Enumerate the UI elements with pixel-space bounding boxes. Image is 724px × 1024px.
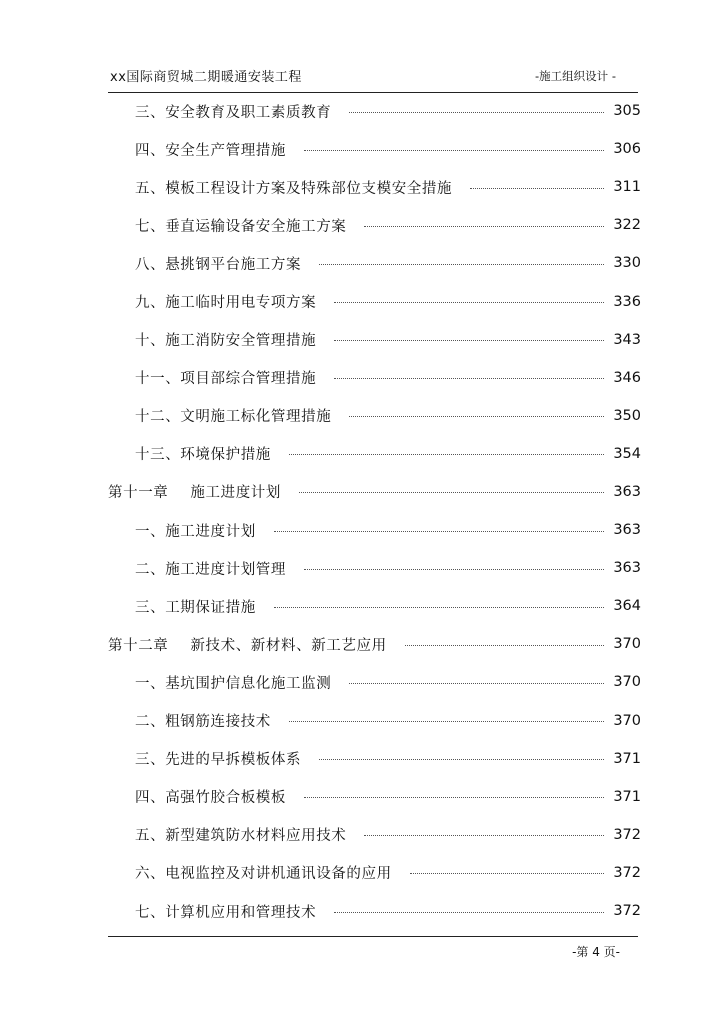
toc-page-number: 346	[613, 369, 641, 386]
toc-section-entry[interactable]	[108, 740, 641, 778]
chapter-title: 施工进度计划	[190, 485, 282, 502]
toc-section-entry[interactable]	[108, 702, 641, 740]
toc-section-entry[interactable]	[108, 511, 641, 549]
toc-page-number: 322	[613, 217, 641, 234]
dot-leader	[304, 797, 604, 798]
dot-leader	[405, 645, 605, 646]
toc-section-entry[interactable]	[108, 397, 641, 435]
toc-page-number: 372	[613, 826, 641, 843]
dot-leader	[274, 531, 605, 532]
toc-page-number: 336	[613, 293, 641, 310]
toc-page-number: 372	[613, 903, 641, 920]
toc-page-number: 372	[613, 864, 641, 881]
toc-entry-title: 二、施工进度计划管理	[135, 561, 286, 578]
toc-entry-title	[108, 481, 281, 502]
toc-section-entry[interactable]	[108, 92, 641, 130]
toc-page-number: 350	[613, 407, 641, 424]
chapter-title: 新技术、新材料、新工艺应用	[190, 637, 387, 654]
toc-page-number: 363	[613, 483, 641, 500]
toc-page-number: 370	[613, 674, 641, 691]
dot-leader	[349, 112, 604, 113]
toc-section-entry[interactable]	[108, 663, 641, 701]
toc-page-number: 343	[613, 331, 641, 348]
toc-entry-title: 十三、环境保护措施	[135, 447, 271, 464]
toc-entry-title: 十二、文明施工标化管理措施	[135, 409, 332, 426]
toc-entry-title: 七、计算机应用和管理技术	[135, 904, 317, 921]
dot-leader	[334, 378, 604, 379]
page-number: -第 4 页-	[572, 945, 620, 959]
dot-leader	[289, 454, 604, 455]
dot-leader	[364, 835, 604, 836]
toc-entry-title: 二、粗钢筋连接技术	[135, 714, 271, 731]
dot-leader	[319, 264, 604, 265]
toc-section-entry[interactable]	[108, 130, 641, 168]
page-footer	[108, 936, 638, 959]
dot-leader	[410, 873, 605, 874]
toc-entry-title: 十一、项目部综合管理措施	[135, 371, 317, 388]
toc-entry-title: 十、施工消防安全管理措施	[135, 333, 317, 350]
table-of-contents	[108, 92, 641, 930]
toc-entry-title: 八、悬挑钢平台施工方案	[135, 256, 302, 273]
toc-entry-title: 五、新型建筑防水材料应用技术	[135, 828, 347, 845]
toc-entry-title: 三、先进的早拆模板体系	[135, 752, 302, 769]
dot-leader	[289, 721, 604, 722]
toc-entry-title: 一、基坑围护信息化施工监测	[135, 675, 332, 692]
toc-section-entry[interactable]	[108, 816, 641, 854]
toc-section-entry[interactable]	[108, 282, 641, 320]
toc-section-entry[interactable]	[108, 359, 641, 397]
toc-section-entry[interactable]	[108, 168, 641, 206]
toc-page-number: 363	[613, 560, 641, 577]
toc-page-number: 371	[613, 750, 641, 767]
toc-section-entry[interactable]	[108, 778, 641, 816]
toc-entry-title: 六、电视监控及对讲机通讯设备的应用	[135, 866, 392, 883]
toc-section-entry[interactable]	[108, 244, 641, 282]
document-title: xx国际商贸城二期暖通安装工程	[110, 70, 302, 85]
toc-entry-title: 三、安全教育及职工素质教育	[135, 104, 332, 121]
dot-leader	[274, 607, 605, 608]
toc-page-number: 371	[613, 788, 641, 805]
section-title: -施工组织设计 -	[535, 69, 616, 83]
toc-page-number: 363	[613, 522, 641, 539]
toc-page-number: 306	[613, 141, 641, 158]
dot-leader	[334, 302, 604, 303]
toc-chapter-entry[interactable]	[108, 625, 641, 663]
dot-leader	[304, 569, 604, 570]
dot-leader	[299, 492, 604, 493]
toc-page-number: 311	[613, 179, 641, 196]
toc-entry-title	[108, 634, 387, 655]
dot-leader	[349, 416, 604, 417]
toc-page-number: 354	[613, 445, 641, 462]
toc-page-number: 305	[613, 103, 641, 120]
toc-section-entry[interactable]	[108, 854, 641, 892]
toc-page-number: 370	[613, 712, 641, 729]
toc-entry-title: 七、垂直运输设备安全施工方案	[135, 218, 347, 235]
toc-page-number: 364	[613, 598, 641, 615]
toc-entry-title: 四、高强竹胶合板模板	[135, 790, 286, 807]
toc-entry-title: 三、工期保证措施	[135, 599, 256, 616]
chapter-number: 第十一章	[108, 485, 169, 502]
dot-leader	[319, 759, 604, 760]
toc-entry-title: 一、施工进度计划	[135, 523, 256, 540]
toc-entry-title: 九、施工临时用电专项方案	[135, 295, 317, 312]
toc-entry-title: 五、模板工程设计方案及特殊部位支模安全措施	[135, 180, 453, 197]
dot-leader	[470, 188, 604, 189]
dot-leader	[334, 340, 604, 341]
dot-leader	[349, 683, 604, 684]
dot-leader	[364, 226, 604, 227]
toc-page-number: 370	[613, 636, 641, 653]
dot-leader	[334, 912, 604, 913]
toc-section-entry[interactable]	[108, 435, 641, 473]
toc-page-number: 330	[613, 255, 641, 272]
toc-entry-title: 四、安全生产管理措施	[135, 142, 286, 159]
page-header	[108, 66, 638, 93]
toc-section-entry[interactable]	[108, 206, 641, 244]
chapter-number: 第十二章	[108, 637, 169, 654]
toc-section-entry[interactable]	[108, 549, 641, 587]
dot-leader	[304, 150, 604, 151]
toc-section-entry[interactable]	[108, 587, 641, 625]
toc-section-entry[interactable]	[108, 321, 641, 359]
toc-section-entry[interactable]	[108, 892, 641, 930]
toc-chapter-entry[interactable]	[108, 473, 641, 511]
